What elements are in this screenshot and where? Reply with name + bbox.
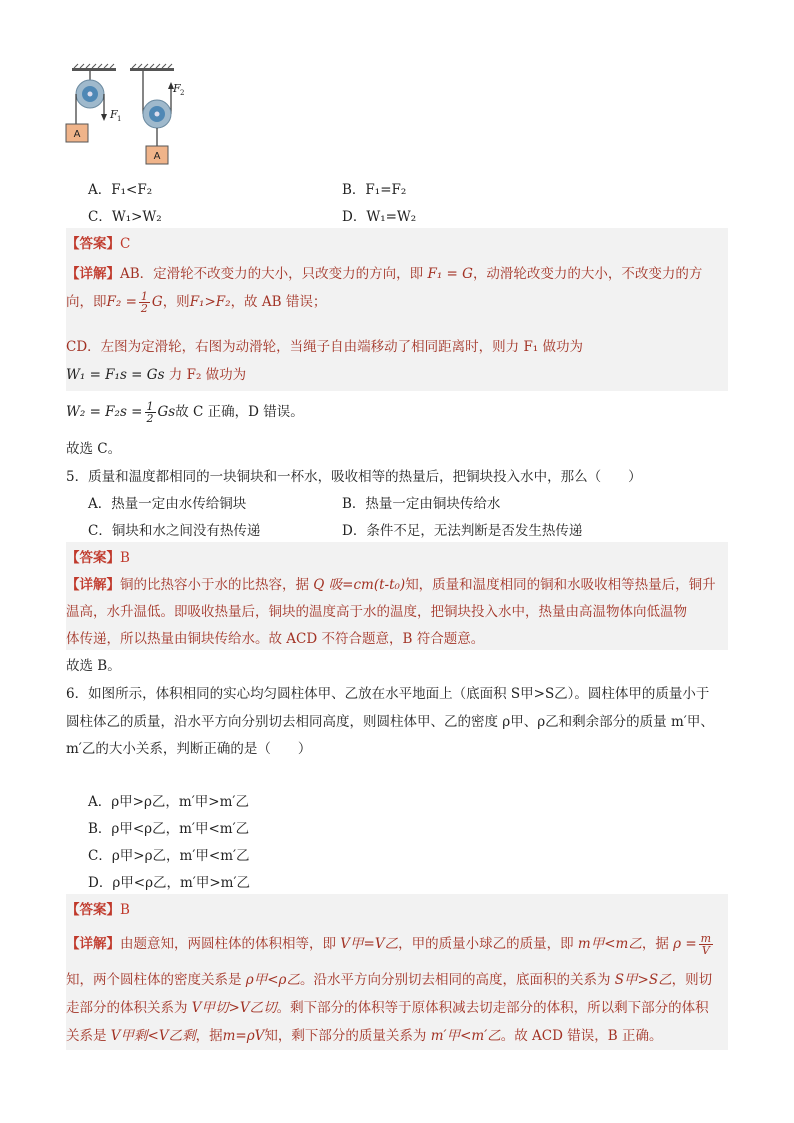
q4-option-b: B．F₁=F₂ — [342, 182, 407, 198]
q5-option-c: C．铜块和水之间没有热传递 — [88, 523, 261, 539]
q5-answer: 【答案】B — [66, 550, 130, 566]
q5-detail-line1: 【详解】铜的比热容小于水的比热容，据 Q 吸=cm(t-t₀)知，质量和温度相同的铜和水吸收相等热量后，铜升 — [66, 577, 716, 593]
f1-label: F — [110, 108, 118, 121]
q6-option-b: B．ρ甲<ρ乙，m′甲<m′乙 — [88, 821, 250, 837]
q6-detail-line3: 走部分的体积关系为 V甲切>V乙切。剩下部分的体积等于原体积减去切走部分的体积，所以剩下部分的体积 — [66, 1000, 709, 1016]
q6-option-c: C．ρ甲>ρ乙，m′甲<m′乙 — [88, 848, 250, 864]
q5-option-d: D．条件不足，无法判断是否发生热传递 — [342, 523, 583, 539]
q6-stem-line3: m′乙的大小关系，判断正确的是（ ） — [66, 741, 312, 757]
fixed-pulley — [66, 64, 121, 142]
q5-conclusion: 故选 B。 — [66, 658, 121, 674]
q6-detail-line4: 关系是 V甲剩<V乙剩，据m=ρV知，剩下部分的质量关系为 m′甲<m′乙。故 ACD 错误，B 正确。 — [66, 1028, 663, 1044]
q6-detail-line2: 知，两个圆柱体的密度关系是 ρ甲<ρ乙。沿水平方向分别切去相同的高度，底面积的关系为 S甲>S乙，则切 — [66, 972, 713, 988]
q6-stem-line2: 圆柱体乙的质量，沿水平方向分别切去相同高度，则圆柱体甲、乙的密度 ρ甲、ρ乙和剩余部分的质量 m′甲、 — [66, 714, 714, 730]
movable-pulley — [130, 64, 184, 164]
svg-text:1: 1 — [117, 115, 122, 123]
q4-detail-line1: 【详解】AB．定滑轮不改变力的大小，只改变力的方向，即 F₁ = G，动滑轮改变力的大小，不改变力的方 — [66, 266, 703, 282]
q4-option-c: C．W₁>W₂ — [88, 209, 162, 225]
q6-stem-line1: 6．如图所示，体积相同的实心均匀圆柱体甲、乙放在水平地面上（底面积 S甲>S乙）。圆柱体甲的质量小于 — [66, 686, 710, 702]
q5-option-b: B．热量一定由铜块传给水 — [342, 496, 501, 512]
q4-option-d: D．W₁=W₂ — [342, 209, 417, 225]
svg-text:2: 2 — [180, 89, 185, 97]
q5-stem: 5．质量和温度都相同的一块铜块和一杯水，吸收相等的热量后，把铜块投入水中，那么（ ） — [66, 469, 642, 485]
q4-detail-line2: 向，即F₂ = $\frac{1}{2}$ G，则F₁>F₂，故 AB 错误； — [66, 290, 327, 315]
q4-answer: 【答案】C — [66, 236, 131, 252]
pulley-figure — [60, 62, 200, 172]
q6-detail-line1: 【详解】由题意知，两圆柱体的体积相等，即 V甲=V乙，甲的质量小球乙的质量，即 m甲<m乙，据 ρ = $\frac{m}{V}$ — [66, 932, 712, 957]
q4-detail-line3: CD．左图为定滑轮，右图为动滑轮，当绳子自由端移动了相同距离时，则力 F₁ 做功为 — [66, 339, 584, 355]
block-a-left: A — [73, 129, 81, 140]
q4-conclusion: 故选 C。 — [66, 441, 122, 457]
q5-detail-line3: 体传递，所以热量由铜块传给水。故 ACD 不符合题意，B 符合题意。 — [66, 631, 485, 647]
f2-label: F — [173, 82, 181, 95]
q4-option-a: A．F₁<F₂ — [88, 182, 153, 198]
q6-option-a: A．ρ甲>ρ乙，m′甲>m′乙 — [88, 794, 249, 810]
q4-detail-line4: W₁ = F₁s = Gs 力 F₂ 做功为 — [66, 367, 247, 383]
q5-option-a: A．热量一定由水传给铜块 — [88, 496, 247, 512]
q6-option-d: D．ρ甲<ρ乙，m′甲>m′乙 — [88, 875, 251, 891]
q4-detail-line5: W₂ = F₂s = $\frac{1}{2}$ Gs故 C 正确，D 错误。 — [66, 400, 304, 425]
q6-answer: 【答案】B — [66, 902, 130, 918]
q5-detail-line2: 温高，水升温低。即吸收热量后，铜块的温度高于水的温度，把铜块投入水中，热量由高温物体向低温物 — [66, 604, 687, 620]
block-a-right: A — [153, 151, 161, 162]
